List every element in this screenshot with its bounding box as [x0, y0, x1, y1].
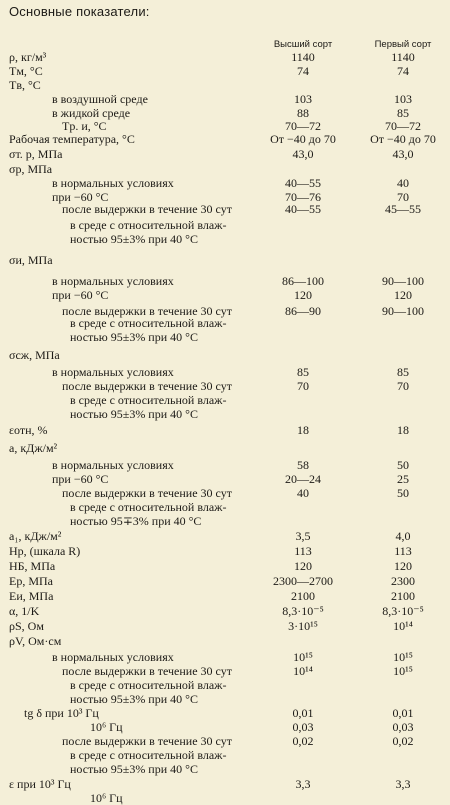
page-heading: Основные показатели:	[9, 4, 150, 19]
table-row	[0, 393, 450, 407]
table-row	[0, 316, 450, 330]
table-row	[0, 514, 450, 528]
value-first-grade: 103	[394, 92, 412, 106]
row-label: HБ, МПа	[9, 559, 56, 573]
table-row	[0, 147, 450, 161]
value-premium-grade: 74	[297, 64, 309, 78]
row-label: в жидкой среде	[52, 106, 131, 120]
table-row	[0, 407, 450, 421]
row-label: в нормальных условиях	[52, 274, 174, 288]
row-label: ρ, кг/м³	[9, 50, 47, 64]
value-premium-grade: От −40 до 70	[270, 132, 336, 146]
value-first-grade: 70—72	[385, 119, 421, 133]
value-premium-grade: 120	[294, 559, 312, 573]
table-row	[0, 78, 450, 92]
value-premium-grade: 43,0	[292, 147, 314, 161]
table-row	[0, 288, 450, 302]
table-row	[0, 734, 450, 748]
table-row	[0, 529, 450, 543]
value-premium-grade: 0,03	[292, 720, 314, 734]
value-first-grade: От −40 до 70	[370, 132, 436, 146]
row-label: Tр. и, °C	[62, 119, 107, 133]
row-label: Рабочая температура, °C	[9, 132, 135, 146]
row-label: tg δ при 10³ Гц	[24, 706, 99, 720]
table-row	[0, 132, 450, 146]
value-first-grade: 45—55	[385, 202, 421, 216]
row-label: в среде с относительной влаж-	[70, 393, 227, 407]
value-premium-grade: 70—72	[285, 119, 321, 133]
value-first-grade: 70	[397, 190, 409, 204]
value-premium-grade: 86—100	[282, 274, 324, 288]
table-row	[0, 379, 450, 393]
table-row	[0, 720, 450, 734]
table-row	[0, 64, 450, 78]
row-label: в нормальных условиях	[52, 458, 174, 472]
row-label: Tв, °C	[9, 78, 41, 92]
value-premium-grade: 3·10¹⁵	[288, 619, 318, 633]
row-label: в нормальных условиях	[52, 176, 174, 190]
value-premium-grade: 113	[294, 544, 312, 558]
value-first-grade: 0,02	[392, 734, 414, 748]
table-row	[0, 92, 450, 106]
row-label: ностью 95±3% при 40 °C	[70, 407, 198, 421]
table-row	[0, 162, 450, 176]
table-row	[0, 678, 450, 692]
row-label: σр, МПа	[9, 162, 53, 176]
table-row	[0, 604, 450, 618]
table-row	[0, 330, 450, 344]
table-row	[0, 218, 450, 232]
value-first-grade: 90—100	[382, 304, 424, 318]
table-row	[0, 274, 450, 288]
value-premium-grade: 85	[297, 365, 309, 379]
table-row	[0, 348, 450, 362]
value-premium-grade: 8,3·10⁻⁵	[282, 604, 324, 618]
table-row	[0, 50, 450, 64]
row-label: Tм, °C	[9, 64, 43, 78]
value-first-grade: 113	[394, 544, 412, 558]
row-label: a₁, кДж/м²	[9, 529, 62, 543]
row-label: εотн, %	[9, 423, 48, 437]
value-premium-grade: 0,01	[292, 706, 314, 720]
value-premium-grade: 10¹⁴	[293, 664, 313, 678]
row-label: σт. р, МПа	[9, 147, 63, 161]
table-row	[0, 574, 450, 588]
value-first-grade: 70	[397, 379, 409, 393]
row-label: при −60 °C	[52, 190, 109, 204]
value-premium-grade: 86—90	[285, 304, 321, 318]
table-row	[0, 500, 450, 514]
value-premium-grade: 3,3	[295, 777, 311, 791]
value-first-grade: 1140	[391, 50, 415, 64]
row-label: в нормальных условиях	[52, 365, 174, 379]
row-label: Eр, МПа	[9, 574, 53, 588]
row-label: σи, МПа	[9, 253, 53, 267]
value-premium-grade: 2100	[291, 589, 315, 603]
value-first-grade: 43,0	[392, 147, 414, 161]
row-label: в среде с относительной влаж-	[70, 316, 227, 330]
table-row	[0, 692, 450, 706]
table-row	[0, 458, 450, 472]
row-label: в воздушной среде	[52, 92, 148, 106]
value-first-grade: 8,3·10⁻⁵	[382, 604, 424, 618]
value-premium-grade: 58	[297, 458, 309, 472]
table-row	[0, 119, 450, 133]
row-label: 10⁶ Гц	[90, 791, 123, 805]
value-first-grade: 120	[394, 288, 412, 302]
value-premium-grade: 88	[297, 106, 309, 120]
value-first-grade: 10¹⁴	[393, 619, 413, 633]
row-label: после выдержки в течение 30 сут	[62, 379, 232, 393]
value-premium-grade: 103	[294, 92, 312, 106]
value-premium-grade: 40—55	[285, 202, 321, 216]
value-first-grade: 25	[397, 472, 409, 486]
table-row	[0, 441, 450, 455]
row-label: σсж, МПа	[9, 348, 60, 362]
value-first-grade: 0,03	[392, 720, 414, 734]
table-row	[0, 486, 450, 500]
row-label: в нормальных условиях	[52, 650, 174, 664]
table-row	[0, 176, 450, 190]
value-first-grade: 85	[397, 106, 409, 120]
row-label: после выдержки в течение 30 сут	[62, 486, 232, 500]
value-first-grade: 50	[397, 486, 409, 500]
column-header-premium: Высший сорт	[273, 39, 333, 50]
value-premium-grade: 3,5	[295, 529, 311, 543]
row-label: в среде с относительной влаж-	[70, 500, 227, 514]
row-label: в среде с относительной влаж-	[70, 748, 227, 762]
table-row	[0, 634, 450, 648]
row-label: ρS, Ом	[9, 619, 44, 633]
value-first-grade: 120	[394, 559, 412, 573]
table-row	[0, 423, 450, 437]
value-premium-grade: 0,02	[292, 734, 314, 748]
row-label: 10⁶ Гц	[90, 720, 123, 734]
row-label: ностью 95±3% при 40 °C	[70, 692, 198, 706]
row-label: α, 1/K	[9, 604, 40, 618]
value-premium-grade: 40	[297, 486, 309, 500]
column-header-first: Первый сорт	[374, 39, 432, 50]
row-label: ρV, Ом·см	[9, 634, 62, 648]
value-premium-grade: 18	[297, 423, 309, 437]
row-label: ностью 95±3% при 40 °C	[70, 762, 198, 776]
value-first-grade: 85	[397, 365, 409, 379]
table-row	[0, 544, 450, 558]
table-row	[0, 472, 450, 486]
row-label: в среде с относительной влаж-	[70, 218, 227, 232]
table-row	[0, 762, 450, 776]
row-label: после выдержки в течение 30 сут	[62, 202, 232, 216]
value-first-grade: 2100	[391, 589, 415, 603]
value-first-grade: 40	[397, 176, 409, 190]
table-row	[0, 619, 450, 633]
value-premium-grade: 70	[297, 379, 309, 393]
row-label: ностью 95∓3% при 40 °C	[70, 514, 202, 528]
value-first-grade: 10¹⁵	[393, 650, 413, 664]
row-label: после выдержки в течение 30 сут	[62, 734, 232, 748]
table-row	[0, 664, 450, 678]
table-row	[0, 365, 450, 379]
row-label: после выдержки в течение 30 сут	[62, 664, 232, 678]
table-row	[0, 253, 450, 267]
row-label: в среде с относительной влаж-	[70, 678, 227, 692]
row-label: при −60 °C	[52, 472, 109, 486]
row-label: при −60 °C	[52, 288, 109, 302]
row-label: после выдержки в течение 30 сут	[62, 304, 232, 318]
value-first-grade: 0,01	[392, 706, 414, 720]
value-premium-grade: 1140	[291, 50, 315, 64]
value-first-grade: 10¹⁵	[393, 664, 413, 678]
value-first-grade: 18	[397, 423, 409, 437]
row-label: a, кДж/м²	[9, 441, 58, 455]
table-row	[0, 777, 450, 791]
table-row	[0, 106, 450, 120]
row-label: ностью 95±3% при 40 °C	[70, 232, 198, 246]
value-first-grade: 90—100	[382, 274, 424, 288]
value-first-grade: 2300	[391, 574, 415, 588]
value-first-grade: 4,0	[395, 529, 411, 543]
value-premium-grade: 120	[294, 288, 312, 302]
table-row	[0, 559, 450, 573]
value-premium-grade: 70—76	[285, 190, 321, 204]
row-label: Hр, (шкала R)	[9, 544, 81, 558]
row-label: Eи, МПа	[9, 589, 54, 603]
value-first-grade: 50	[397, 458, 409, 472]
value-premium-grade: 20—24	[285, 472, 321, 486]
table-row	[0, 791, 450, 805]
table-row	[0, 232, 450, 246]
row-label: ε при 10³ Гц	[9, 777, 71, 791]
value-first-grade: 3,3	[395, 777, 411, 791]
table-row	[0, 202, 450, 216]
value-first-grade: 74	[397, 64, 409, 78]
table-row	[0, 748, 450, 762]
table-row	[0, 589, 450, 603]
table-row	[0, 706, 450, 720]
row-label: ностью 95±3% при 40 °C	[70, 330, 198, 344]
table-row	[0, 650, 450, 664]
value-premium-grade: 2300—2700	[273, 574, 333, 588]
value-premium-grade: 40—55	[285, 176, 321, 190]
value-premium-grade: 10¹⁵	[293, 650, 313, 664]
